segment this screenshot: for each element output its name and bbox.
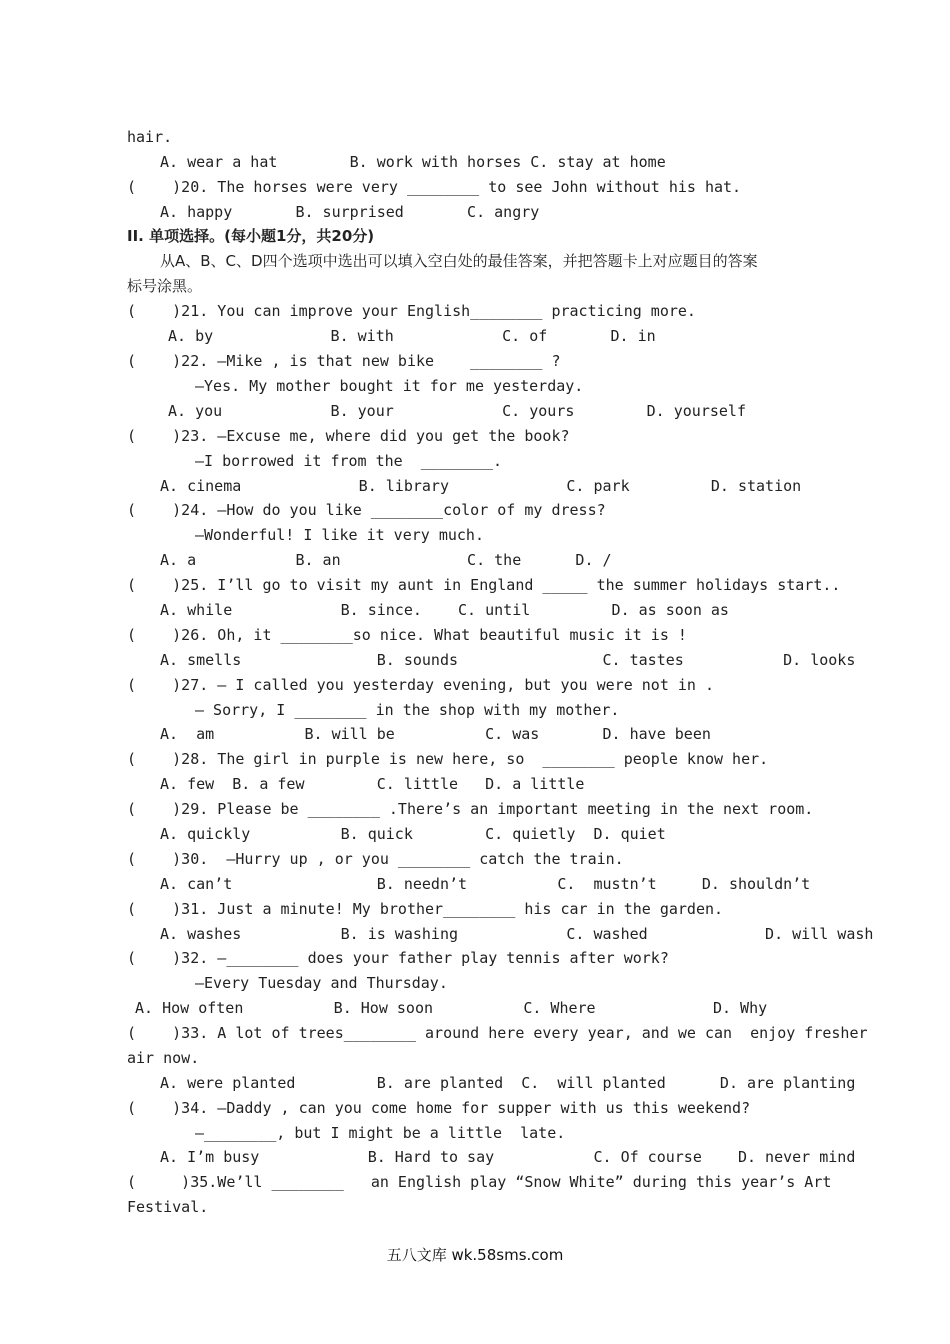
question-34: ( )34. —Daddy , can you come home for supper with us this weekend?: [127, 1099, 751, 1117]
question-33: ( )33. A lot of trees________ around here every year, and we can enjoy fresher: [127, 1024, 868, 1042]
question-32: ( )32. —________ does your father play tennis after work?: [127, 949, 669, 967]
question-26: ( )26. Oh, it ________so nice. What beautiful music it is !: [127, 626, 687, 644]
option-line: A. you B. your C. yours D. yourself: [168, 402, 746, 420]
option-line: A. can’t B. needn’t C. mustn’t D. shouldn’t: [160, 875, 811, 893]
instruction-line: 标号涂黑。: [127, 277, 203, 295]
text-line: Festival.: [127, 1198, 209, 1216]
text-line: air now.: [127, 1049, 200, 1067]
option-line: A. while B. since. C. until D. as soon as: [160, 601, 729, 619]
text-line: hair.: [127, 128, 173, 146]
question-22: ( )22. —Mike , is that new bike ________ ?: [127, 352, 561, 370]
option-line: A. How often B. How soon C. Where D. Why: [135, 999, 768, 1017]
option-line: A. wear a hat B. work with horses C. stay at home: [160, 153, 666, 171]
option-line: A. quickly B. quick C. quietly D. quiet: [160, 825, 666, 843]
question-35: ( )35.We’ll ________ an English play “Snow White” during this year’s Art: [127, 1173, 832, 1191]
dialogue-line: —Wonderful! I like it very much.: [195, 526, 484, 544]
dialogue-line: —Yes. My mother bought it for me yesterday.: [195, 377, 584, 395]
question-24: ( )24. —How do you like ________color of my dress?: [127, 501, 606, 519]
dialogue-line: — Sorry, I ________ in the shop with my mother.: [195, 701, 620, 719]
option-line: A. few B. a few C. little D. a little: [160, 775, 585, 793]
option-line: A. am B. will be C. was D. have been: [160, 725, 711, 743]
option-line: A. washes B. is washing C. washed D. will wash: [160, 925, 874, 943]
option-line: A. smells B. sounds C. tastes D. looks: [160, 651, 856, 669]
option-line: A. I’m busy B. Hard to say C. Of course D. never mind: [160, 1148, 856, 1166]
option-line: A. a B. an C. the D. /: [160, 551, 612, 569]
question-21: ( )21. You can improve your English________ practicing more.: [127, 302, 696, 320]
dialogue-line: —Every Tuesday and Thursday.: [195, 974, 448, 992]
option-line: A. cinema B. library C. park D. station: [160, 477, 802, 495]
dialogue-line: —I borrowed it from the ________.: [195, 452, 503, 470]
question-27: ( )27. — I called you yesterday evening, but you were not in .: [127, 676, 714, 694]
question-20: ( )20. The horses were very ________ to see John without his hat.: [127, 178, 742, 196]
option-line: A. were planted B. are planted C. will planted D. are planting: [160, 1074, 856, 1092]
footer-watermark: 五八文库 wk.58sms.com: [386, 1246, 564, 1264]
question-25: ( )25. I’ll go to visit my aunt in England _____ the summer holidays start..: [127, 576, 841, 594]
option-line: A. by B. with C. of D. in: [168, 327, 656, 345]
question-29: ( )29. Please be ________ .There’s an important meeting in the next room.: [127, 800, 814, 818]
question-30: ( )30. —Hurry up , or you ________ catch the train.: [127, 850, 624, 868]
question-23: ( )23. —Excuse me, where did you get the book?: [127, 427, 570, 445]
question-31: ( )31. Just a minute! My brother________ his car in the garden.: [127, 900, 724, 918]
section-heading: II. 单项选择。(每小题1分，共20分): [127, 227, 375, 245]
instruction-line: 从A、B、C、D四个选项中选出可以填入空白处的最佳答案，并把答题卡上对应题目的答案: [160, 252, 758, 270]
question-28: ( )28. The girl in purple is new here, so ________ people know her.: [127, 750, 769, 768]
dialogue-line: —________, but I might be a little late.: [195, 1124, 566, 1142]
option-line: A. happy B. surprised C. angry: [160, 203, 540, 221]
